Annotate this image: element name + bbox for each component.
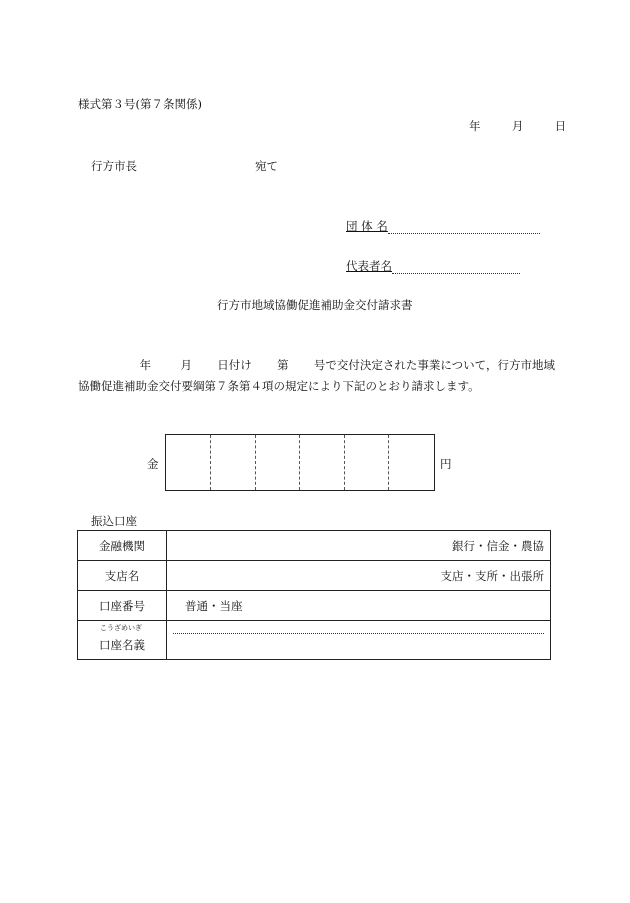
- date-month: 月: [511, 119, 524, 133]
- body-dated: 日付け: [217, 358, 252, 372]
- bank-label: 金融機関: [78, 531, 167, 561]
- body-month: 月: [180, 358, 192, 372]
- account-holder-dotline: [173, 621, 544, 634]
- account-holder-value[interactable]: [167, 621, 551, 660]
- addressee-name: 行方市長: [91, 159, 137, 173]
- account-number-label: 口座番号: [78, 591, 167, 621]
- body-rest: 号で交付決定された事業について，行方市地域: [313, 358, 555, 372]
- body-no: 第: [277, 358, 289, 372]
- bank-value[interactable]: 銀行・信金・農協: [167, 531, 551, 561]
- representative-label: 代表者名: [346, 259, 392, 273]
- group-name-label: 団 体 名: [346, 219, 388, 233]
- representative-field: [346, 258, 520, 274]
- form-number: 様式第３号(第７条関係): [78, 97, 202, 111]
- representative-line[interactable]: [392, 261, 520, 274]
- body-line-2: 協働促進補助金交付要綱第７条第４項の規定により下記のとおり請求します。: [78, 379, 480, 393]
- amount-suffix: 円: [440, 457, 452, 471]
- account-type-options: 普通・当座: [185, 598, 243, 613]
- group-name-line[interactable]: [388, 221, 540, 234]
- date-line: [469, 118, 566, 134]
- table-row: [78, 531, 551, 561]
- amount-box[interactable]: [165, 434, 435, 491]
- group-name-field: [346, 218, 540, 234]
- body-line-1: [78, 357, 555, 373]
- branch-value[interactable]: 支店・支所・出張所: [167, 561, 551, 591]
- date-day: 日: [554, 119, 567, 133]
- date-year: 年: [469, 119, 481, 133]
- table-row: [78, 621, 551, 660]
- account-holder-label: 口座名義: [99, 638, 145, 652]
- document-title: 行方市地域協働促進補助金交付請求書: [217, 298, 413, 312]
- table-row: [78, 591, 551, 621]
- amount-prefix: 金: [147, 457, 159, 471]
- body-year: 年: [139, 358, 152, 372]
- branch-label: 支店名: [78, 561, 167, 591]
- account-holder-label-cell: [78, 621, 167, 660]
- account-holder-ruby: こうざめいぎ: [100, 624, 142, 632]
- bank-account-table: [77, 530, 551, 660]
- bank-section-label: 振込口座: [91, 514, 137, 528]
- account-number-value[interactable]: [167, 591, 551, 621]
- table-row: [78, 561, 551, 591]
- addressee-suffix: 宛て: [255, 159, 278, 173]
